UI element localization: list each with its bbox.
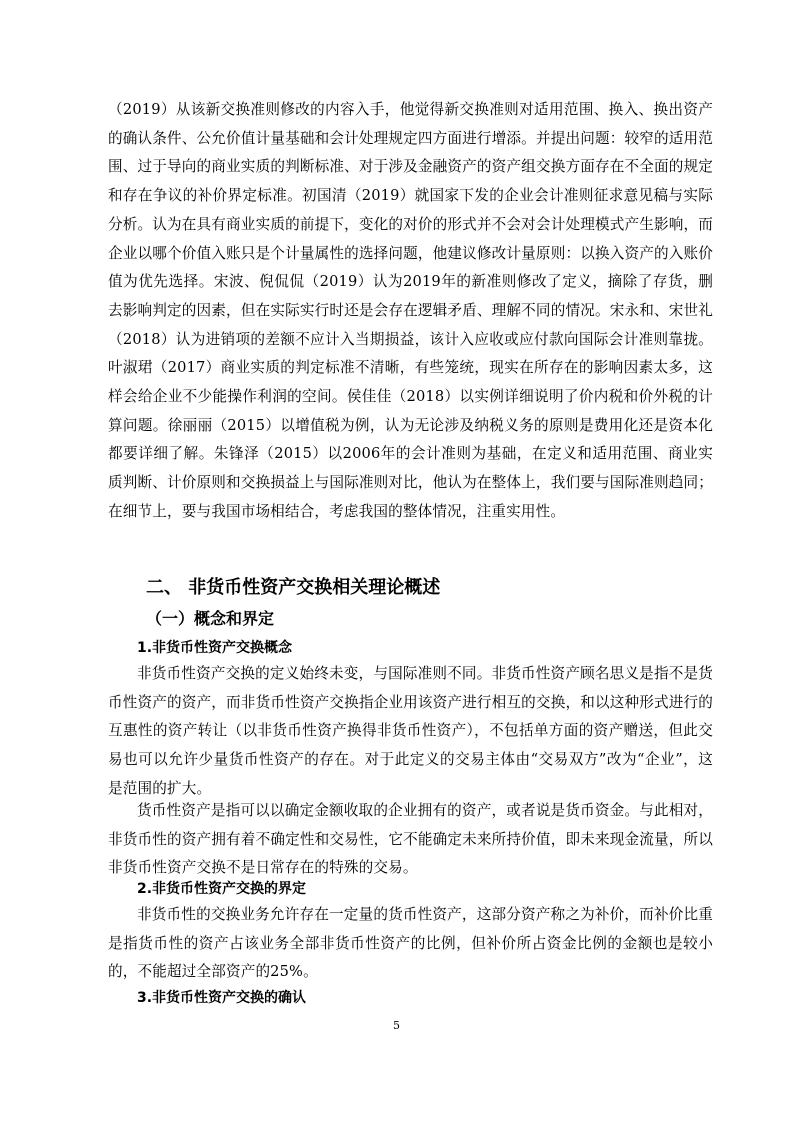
document-page (108, 0, 713, 1122)
section-heading: 二、 非货币性资产交换相关理论概述 (146, 577, 441, 598)
item-heading-recognition: 3.非货币性资产交换的确认 (137, 990, 307, 1006)
item-heading-boundary: 2.非货币性资产交换的界定 (137, 881, 307, 897)
boundary-paragraph: 非货币性的交换业务允许存在一定量的货币性资产，这部分资产称之为补价，而补价比重是指货币性的资产占该业务全部非货币性资产的比例，但补价所占资金比例的金额也是较小的，不能超过全部资产的25%。 (108, 906, 713, 981)
intro-paragraph: （2019）从该新交换准则修改的内容入手，他觉得新交换准则对适用范围、换入、换出资产的确认条件、公允价值计量基础和会计处理规定四方面进行增添。并提出问题：较窄的适用范围、过于导向的商业实质的判断标准、对于涉及金融资产的资产组交换方面存在不全面的规定和存在争议的补价界定标准。初国清（2019）就国家下发的企业会计准则征求意见稿与实际分析。认为在具有商业实质的前提下，变化的对价的形式并不会对会计处理模式产生影响，而企业以哪个价值入账只是个计量属性的选择问题，他建议修改计量原则：以换入资产的入账价值为优先选择。宋波、倪侃侃（2019）认为2019年的新准则修改了定义，摘除了存货，删去影响判定的因素，但在实际实行时还是会存在逻辑矛盾、理解不同的情况。宋永和、宋世礼（2018）认为进销项的差额不应计入当期损益，该计入应收或应付款向国际会计准则靠拢。 叶淑珺（2017）商业实质的判定标准不清晰，有些笼统，现实在所存在的影响因素太多，这样会给企业不少能操作利润的空间。侯佳佳（2018）以实例详细说明了价内税和价外税的计算问题。徐丽丽（2015）以增值税为例，认为无论涉及纳税义务的原则是费用化还是资本化都要详细了解。朱锋泽（2015）以2006年的会计准则为基础，在定义和适用范围、商业实质判断、计价原则和交换损益上与国际准则对比，他认为在整体上，我们要与国际准则趋同；在细节上，要与我国市场相结合，考虑我国的整体情况，注重实用性。 (108, 101, 713, 520)
item-heading-concept: 1.非货币性资产交换概念 (137, 640, 293, 656)
concept-paragraph-2: 货币性资产是指可以以确定金额收取的企业拥有的资产，或者说是货币资金。与此相对，非货币性的资产拥有着不确定性和交易性，它不能确定未来所持价值，即未来现金流量，所以非货币性资产交换不是日常存在的特殊的交易。 (108, 802, 713, 877)
concept-paragraph-1: 非货币性资产交换的定义始终未变，与国际准则不同。非货币性资产顾名思义是指不是货币性资产的资产，而非货币性资产交换指企业用该资产进行相互的交换，和以这种形式进行的互惠性的资产转让（以非货币性资产换得非货币性资产），不包括单方面的资产赠送，但此交易也可以允许少量货币性资产的存在。对于此定义的交易主体由“交易双方”改为“企业”，这是范围的扩大。 (108, 665, 713, 797)
page-number: 5 (393, 1019, 400, 1032)
subsection-heading: （一）概念和界定 (146, 609, 275, 628)
